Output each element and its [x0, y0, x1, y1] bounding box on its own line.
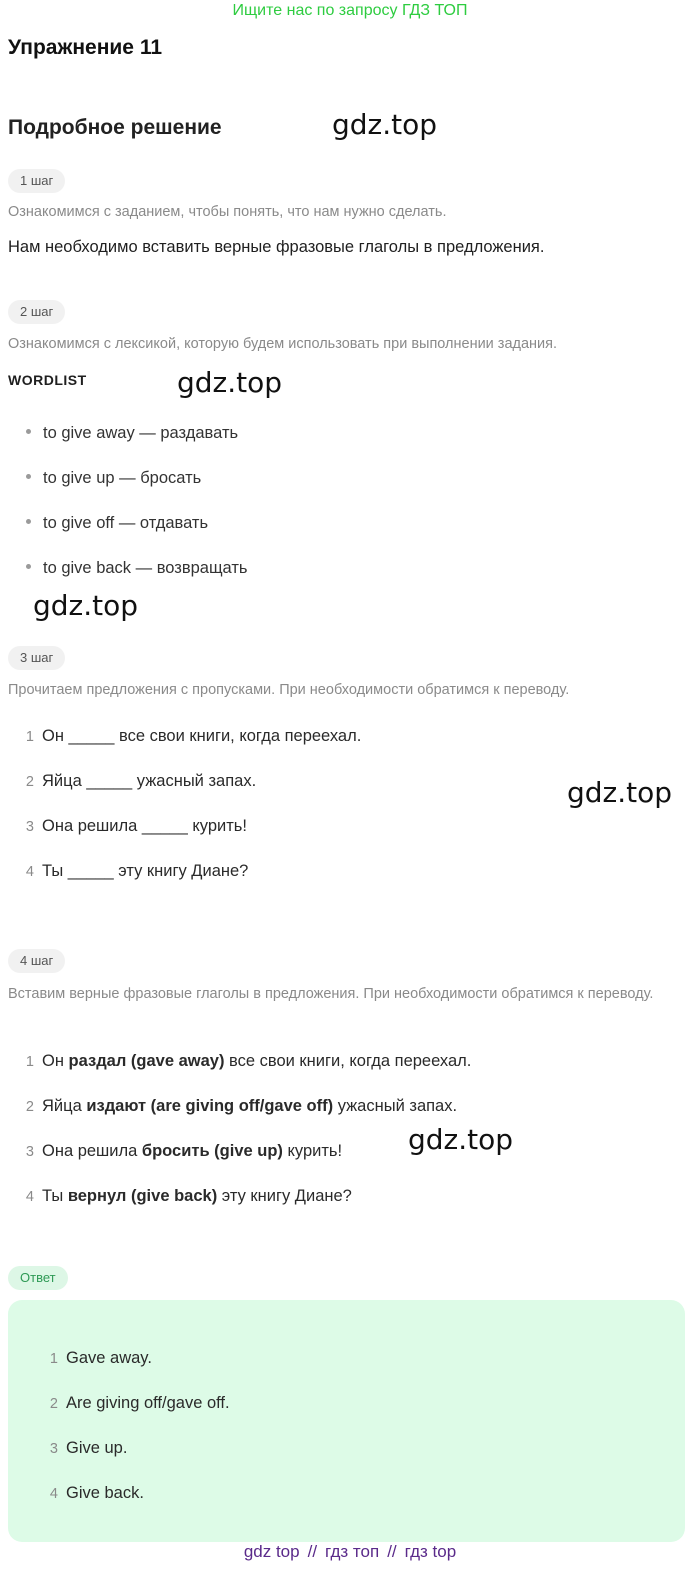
watermark: gdz.top — [33, 589, 139, 622]
footer-separator: // — [307, 1542, 318, 1561]
step-2-description: Ознакомимся с лексикой, которую будем использовать при выполнении задания. — [8, 336, 558, 352]
list-item: 3 Она решила бросить (give up) курить! — [25, 1142, 343, 1160]
step-3-description: Прочитаем предложения с пропусками. При необходимости обратимся к переводу. — [8, 682, 570, 698]
list-item: to give back — возвращать — [26, 559, 248, 578]
exercise-title: Упражнение 11 — [8, 36, 163, 59]
step-4-badge: 4 шаг — [8, 949, 65, 973]
list-item: 1 Gave away. — [49, 1349, 152, 1367]
list-item: 2 Яйца издают (are giving off/gave off) ужасный запах. — [25, 1097, 458, 1115]
watermark: gdz.top — [408, 1123, 514, 1156]
step-3-badge: 3 шаг — [8, 646, 65, 670]
step-1-badge: 1 шаг — [8, 169, 65, 193]
footer-links — [0, 1542, 700, 1562]
watermark: gdz.top — [177, 366, 283, 399]
step-4-description: Вставим верные фразовые глаголы в предложения. При необходимости обратимся к переводу. — [8, 986, 654, 1002]
footer-link[interactable]: gdz top — [243, 1542, 300, 1561]
list-item: 4 Ты вернул (give back) эту книгу Диане? — [25, 1187, 352, 1205]
list-item: to give up — бросать — [26, 469, 201, 488]
step-1-text: Нам необходимо вставить верные фразовые глаголы в предложения. — [8, 238, 545, 256]
list-item: 3 Give up. — [49, 1439, 128, 1457]
watermark: gdz.top — [332, 108, 438, 141]
list-item: 4 Ты _____ эту книгу Диане? — [25, 862, 249, 880]
list-item: to give off — отдавать — [26, 514, 208, 533]
list-item: 2 Are giving off/gave off. — [49, 1394, 230, 1412]
bullet-icon — [26, 429, 31, 434]
answer-badge: Ответ — [8, 1266, 68, 1290]
list-item: to give away — раздавать — [26, 424, 238, 443]
step-2-badge: 2 шаг — [8, 300, 65, 324]
bullet-icon — [26, 564, 31, 569]
bullet-icon — [26, 519, 31, 524]
list-item: 1 Он раздал (gave away) все свои книги, когда переехал. — [25, 1052, 472, 1070]
step-1-description: Ознакомимся с заданием, чтобы понять, что нам нужно сделать. — [8, 204, 447, 220]
list-item: 2 Яйца _____ ужасный запах. — [25, 772, 257, 790]
answer-box — [8, 1300, 685, 1542]
footer-link[interactable]: гдз топ — [325, 1542, 380, 1561]
list-item: 4 Give back. — [49, 1484, 144, 1502]
list-item: 1 Он _____ все свои книги, когда переехал. — [25, 727, 362, 745]
section-title: Подробное решение — [8, 116, 222, 139]
wordlist-label: WORDLIST — [8, 372, 87, 388]
footer-separator: // — [387, 1542, 397, 1561]
bullet-icon — [26, 474, 31, 479]
list-item: 3 Она решила _____ курить! — [25, 817, 247, 835]
footer-link[interactable]: гдз top — [404, 1542, 457, 1561]
watermark: gdz.top — [567, 776, 673, 809]
top-banner: Ищите нас по запросу ГДЗ ТОП — [232, 2, 468, 19]
